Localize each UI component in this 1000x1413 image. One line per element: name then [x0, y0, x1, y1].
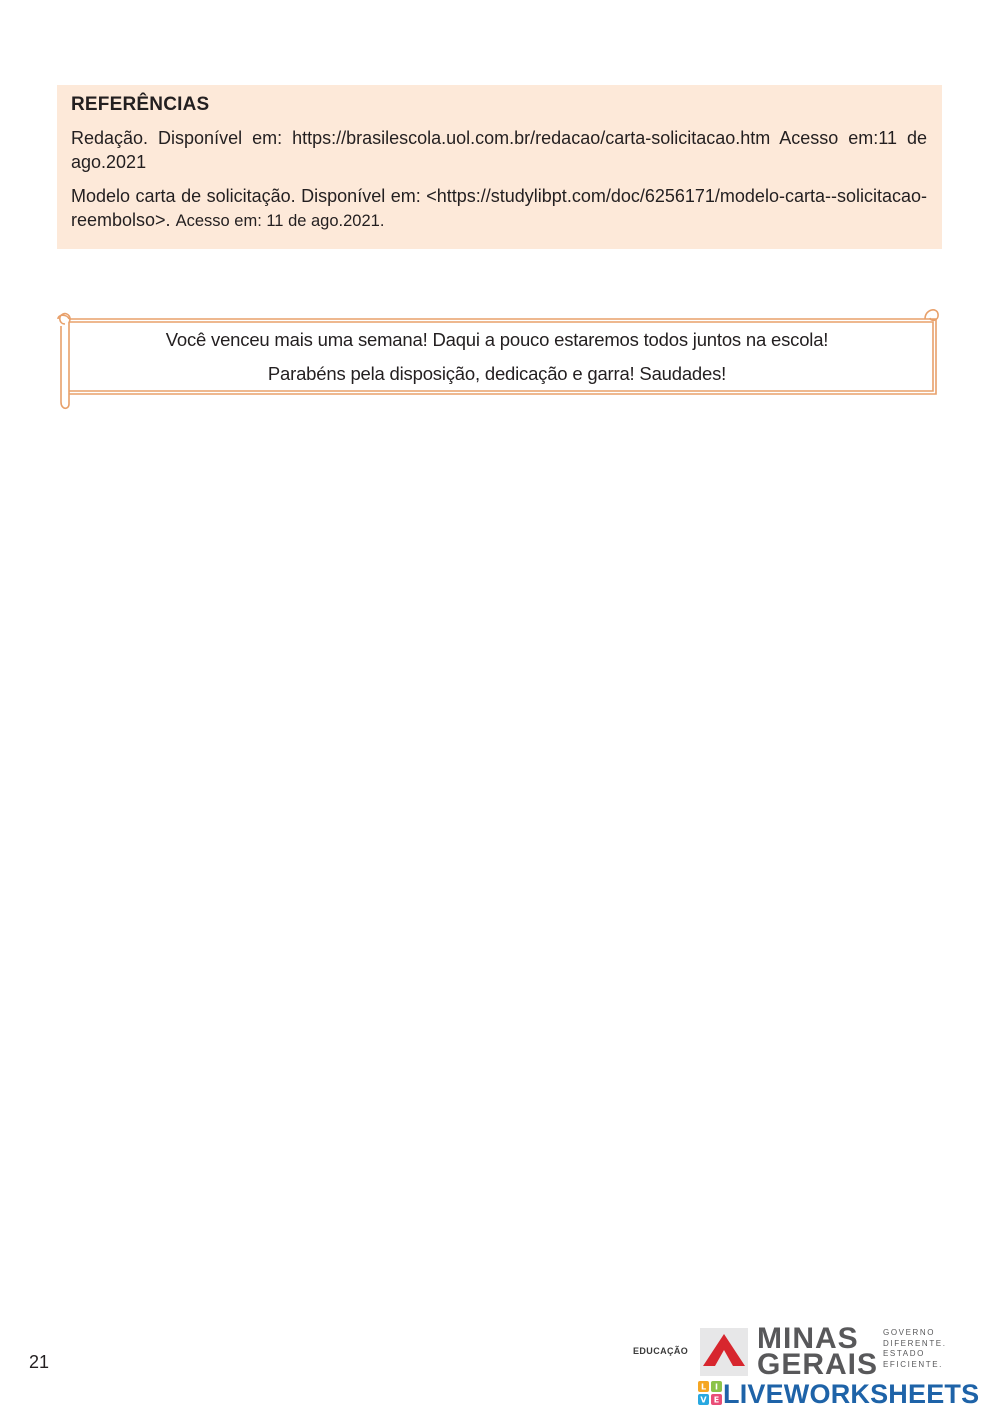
- liveworksheets-badge-icon: [698, 1381, 722, 1405]
- minas-gerais-emblem-icon: [700, 1328, 748, 1376]
- state-name-line-2: GERAIS: [757, 1348, 879, 1381]
- scroll-frame-icon: [55, 306, 939, 410]
- svg-text:V: V: [700, 1395, 707, 1405]
- state-name-line-1: MINAS: [757, 1322, 859, 1355]
- reference-entry-1: Redação. Disponível em: https://brasilescola.uol.com.br/redacao/carta-solicitacao.htm Acesso em:11 de ago.2021: [71, 128, 927, 172]
- svg-text:I: I: [715, 1382, 718, 1392]
- reference-entry-2-access: Acesso em: 11 de ago.2021.: [175, 212, 385, 230]
- page-number: 21: [29, 1352, 50, 1372]
- liveworksheets-label: LIVEWORKSHEETS: [723, 1379, 980, 1409]
- message-scroll-banner: [55, 306, 939, 410]
- references-box: [57, 85, 942, 249]
- reference-entry-2-text: Modelo carta de solicitação. Disponível em: <https://studylibpt.com/doc/6256171/modelo-carta--solicitacao-reembolso>.: [71, 186, 927, 230]
- references-title: REFERÊNCIAS: [71, 94, 210, 115]
- svg-text:E: E: [713, 1395, 720, 1405]
- footer-logo: [630, 1322, 1000, 1413]
- message-line-1: Você venceu mais uma semana! Daqui a pouco estaremos todos juntos na escola!: [165, 329, 829, 350]
- reference-entry-2: [71, 184, 927, 233]
- department-label: EDUCAÇÃO: [633, 1346, 689, 1356]
- government-slogan: GOVERNO DIFERENTE. ESTADO EFICIENTE.: [883, 1328, 947, 1369]
- svg-text:L: L: [700, 1382, 707, 1392]
- message-line-2: Parabéns pela disposição, dedicação e garra! Saudades!: [267, 363, 727, 384]
